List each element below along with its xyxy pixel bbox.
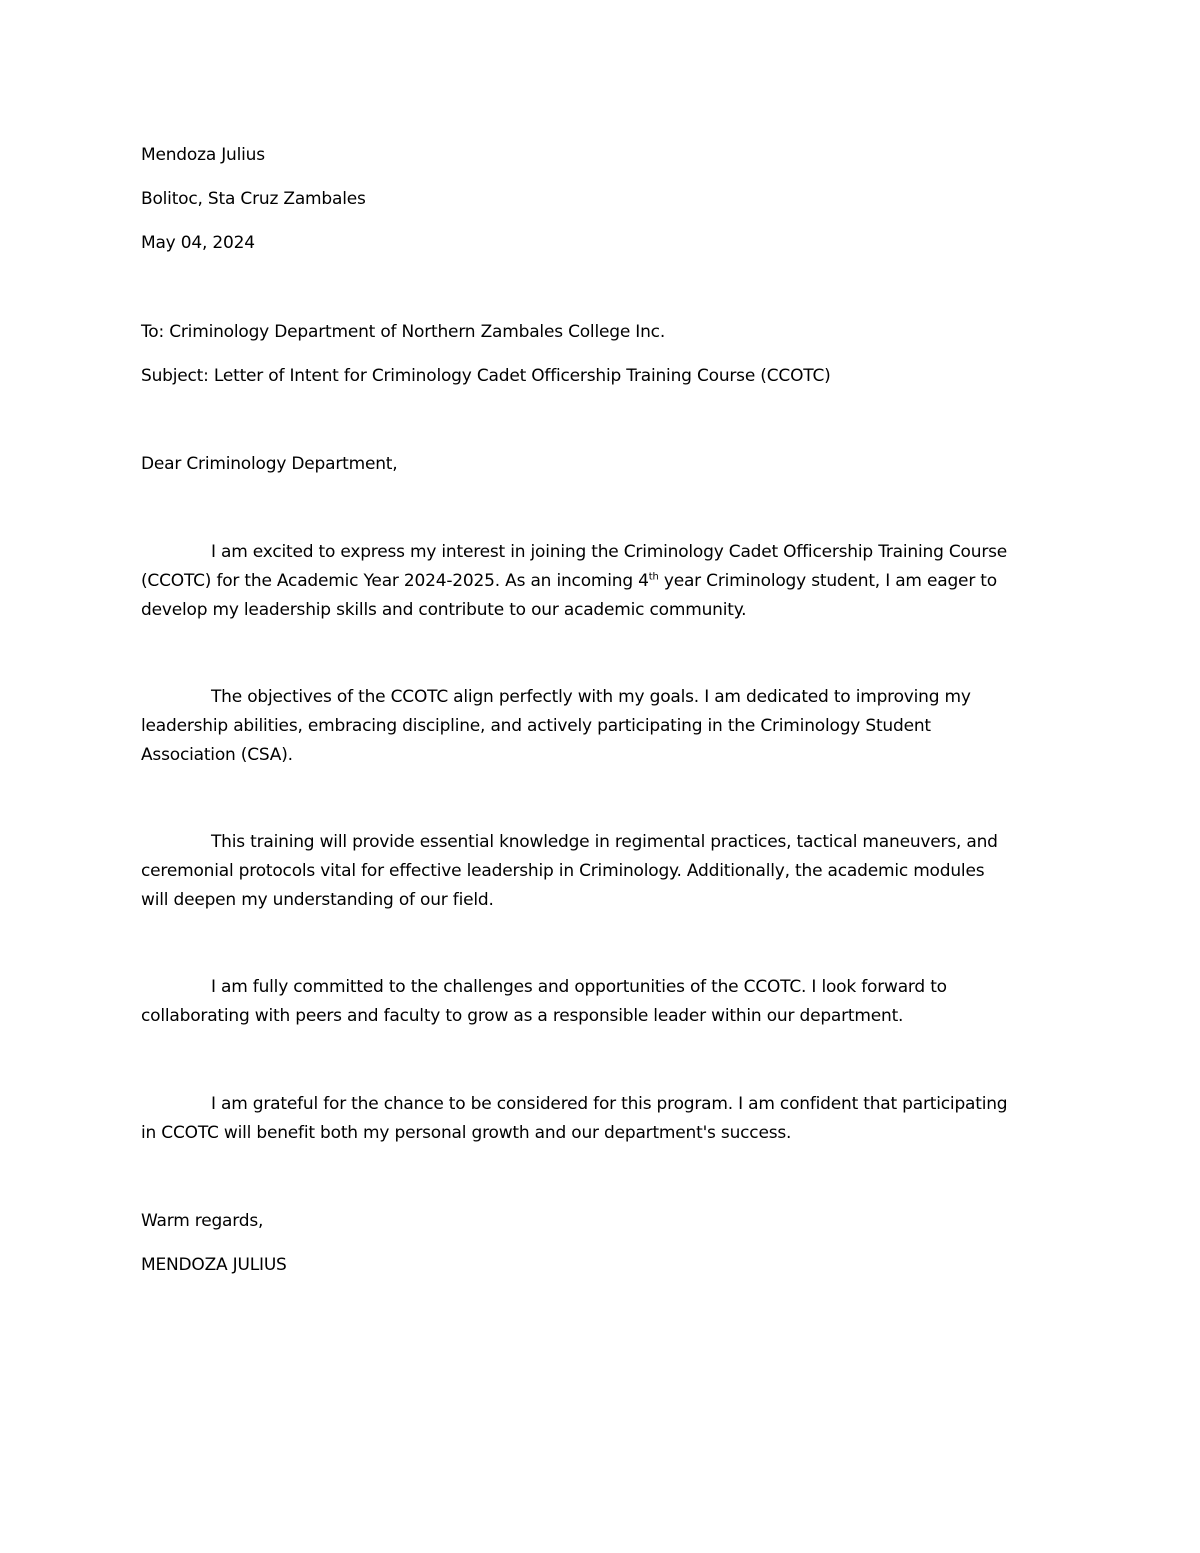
letter-date: May 04, 2024 [141, 233, 255, 253]
paragraph-line: I am fully committed to the challenges and opportunities of the CCOTC. I look forward to [211, 977, 947, 997]
paragraph-line: collaborating with peers and faculty to grow as a responsible leader within our department. [141, 1006, 904, 1026]
paragraph-line: I am excited to express my interest in joining the Criminology Cadet Officership Training Course [211, 542, 1008, 562]
paragraph-line: This training will provide essential knowledge in regimental practices, tactical maneuvers, and [211, 832, 998, 852]
paragraph-text: (CCOTC) for the Academic Year 2024-2025. As an incoming 4 [141, 571, 649, 591]
paragraph-line [141, 567, 1061, 596]
paragraph-line: leadership abilities, embracing discipline, and actively participating in the Criminology Student [141, 716, 931, 736]
paragraph-text: year Criminology student, I am eager to [658, 571, 997, 591]
body-paragraph-5 [141, 1090, 1061, 1148]
paragraph-line: will deepen my understanding of our field. [141, 890, 494, 910]
body-paragraph-4 [141, 973, 1061, 1031]
body-paragraph-1 [141, 538, 1061, 625]
ordinal-suffix: th [648, 571, 659, 583]
body-paragraph-2 [141, 683, 1061, 770]
paragraph-line: in CCOTC will benefit both my personal growth and our department's success. [141, 1123, 792, 1143]
paragraph-line: The objectives of the CCOTC align perfectly with my goals. I am dedicated to improving my [211, 687, 971, 707]
paragraph-line: I am grateful for the chance to be considered for this program. I am confident that participating [211, 1094, 1008, 1114]
paragraph-line: Association (CSA). [141, 745, 293, 765]
sender-address: Bolitoc, Sta Cruz Zambales [141, 189, 366, 209]
salutation: Dear Criminology Department, [141, 454, 398, 474]
sender-name: Mendoza Julius [141, 145, 265, 165]
closing: Warm regards, [141, 1211, 264, 1231]
subject-line: Subject: Letter of Intent for Criminology Cadet Officership Training Course (CCOTC) [141, 366, 831, 386]
body-paragraph-3 [141, 828, 1061, 915]
signature-name: MENDOZA JULIUS [141, 1255, 287, 1275]
recipient-line: To: Criminology Department of Northern Zambales College Inc. [141, 322, 666, 342]
paragraph-line: ceremonial protocols vital for effective leadership in Criminology. Additionally, the academic modules [141, 861, 985, 881]
paragraph-line: develop my leadership skills and contribute to our academic community. [141, 600, 747, 620]
